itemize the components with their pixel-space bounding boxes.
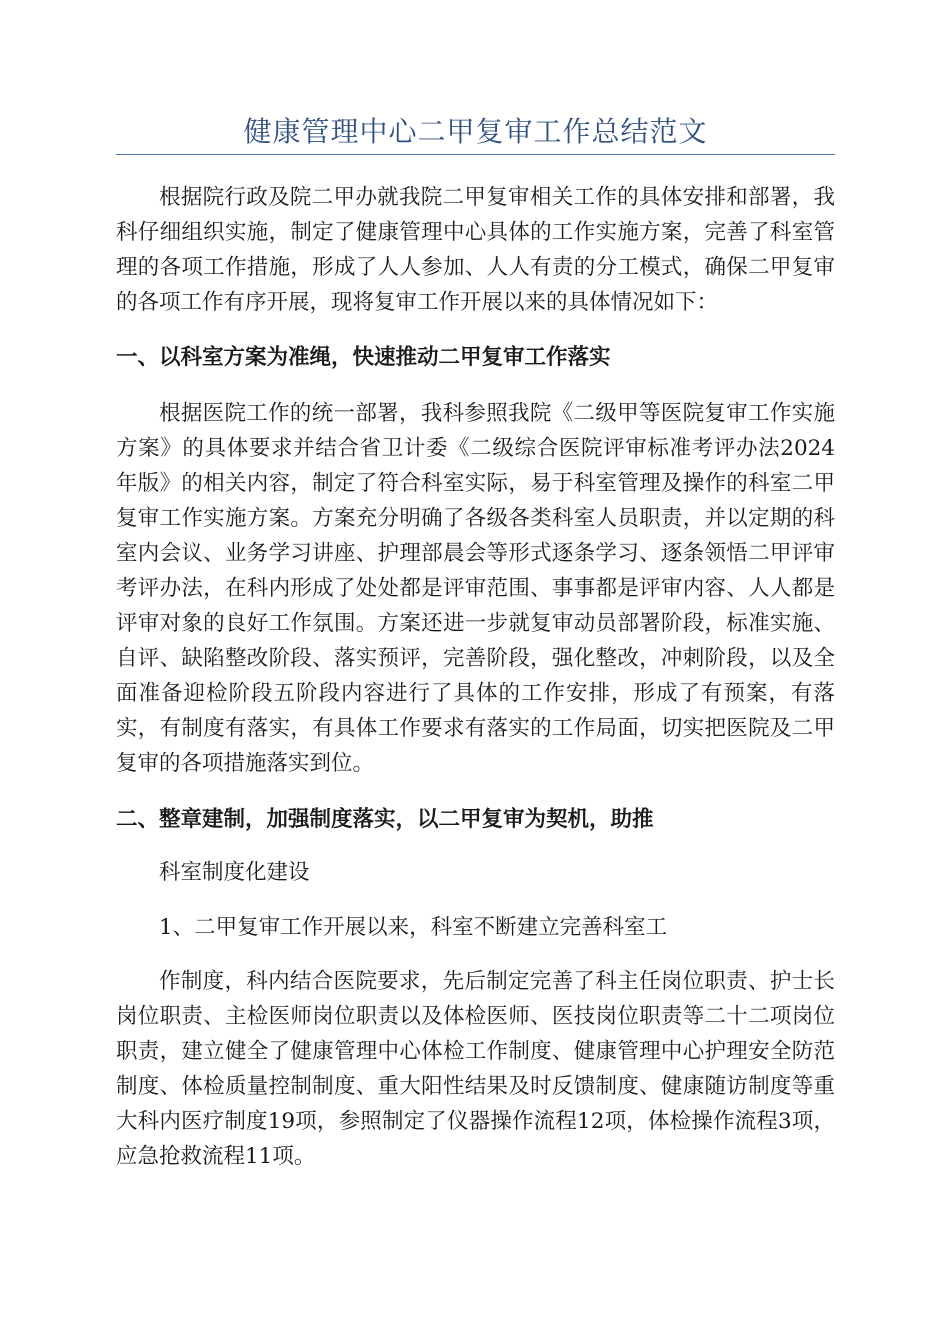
section-2-item-1: 1、二甲复审工作开展以来，科室不断建立完善科室工 (159, 915, 668, 940)
title-underline (116, 154, 835, 155)
document-title: 健康管理中心二甲复审工作总结范文 (243, 115, 708, 148)
section-1-heading: 一、以科室方案为准绳，快速推动二甲复审工作落实 (116, 345, 611, 370)
section-2-subheading: 科室制度化建设 (159, 860, 310, 885)
document-page (116, 0, 835, 1174)
section-2-paragraph: 作制度，科内结合医院要求，先后制定完善了科主任岗位职责、护士长岗位职责、主检医师岗位职责以及体检医师、医技岗位职责等二十二项岗位职责，建立健全了健康管理中心体检工作制度、健康管理中心护理安全防范制度、体检质量控制制度、重大阳性结果及时反馈制度、健康随访制度等重大科内医疗制度19项，参照制定了仪器操作流程12项，体检操作流程3项，应急抢救流程11项。 (116, 969, 835, 1169)
intro-paragraph: 根据院行政及院二甲办就我院二甲复审相关工作的具体安排和部署，我科仔细组织实施，制定了健康管理中心具体的工作实施方案，完善了科室管理的各项工作措施，形成了人人参加、人人有责的分工模式，确保二甲复审的各项工作有序开展，现将复审工作开展以来的具体情况如下： (116, 185, 835, 315)
section-1-paragraph: 根据医院工作的统一部署，我科参照我院《二级甲等医院复审工作实施方案》的具体要求并结合省卫计委《二级综合医院评审标准考评办法2024年版》的相关内容，制定了符合科室实际，易于科室管理及操作的科室二甲复审工作实施方案。方案充分明确了各级各类科室人员职责，并以定期的科室内会议、业务学习讲座、护理部晨会等形式逐条学习、逐条领悟二甲评审考评办法，在科内形成了处处都是评审范围、事事都是评审内容、人人都是评审对象的良好工作氛围。方案还进一步就复审动员部署阶段，标准实施、自评、缺陷整改阶段、落实预评，完善阶段，强化整改，冲刺阶段，以及全面准备迎检阶段五阶段内容进行了具体的工作安排，形成了有预案，有落实，有制度有落实，有具体工作要求有落实的工作局面，切实把医院及二甲复审的各项措施落实到位。 (116, 401, 835, 776)
section-2-heading: 二、整章建制，加强制度落实，以二甲复审为契机，助推 (116, 807, 654, 832)
